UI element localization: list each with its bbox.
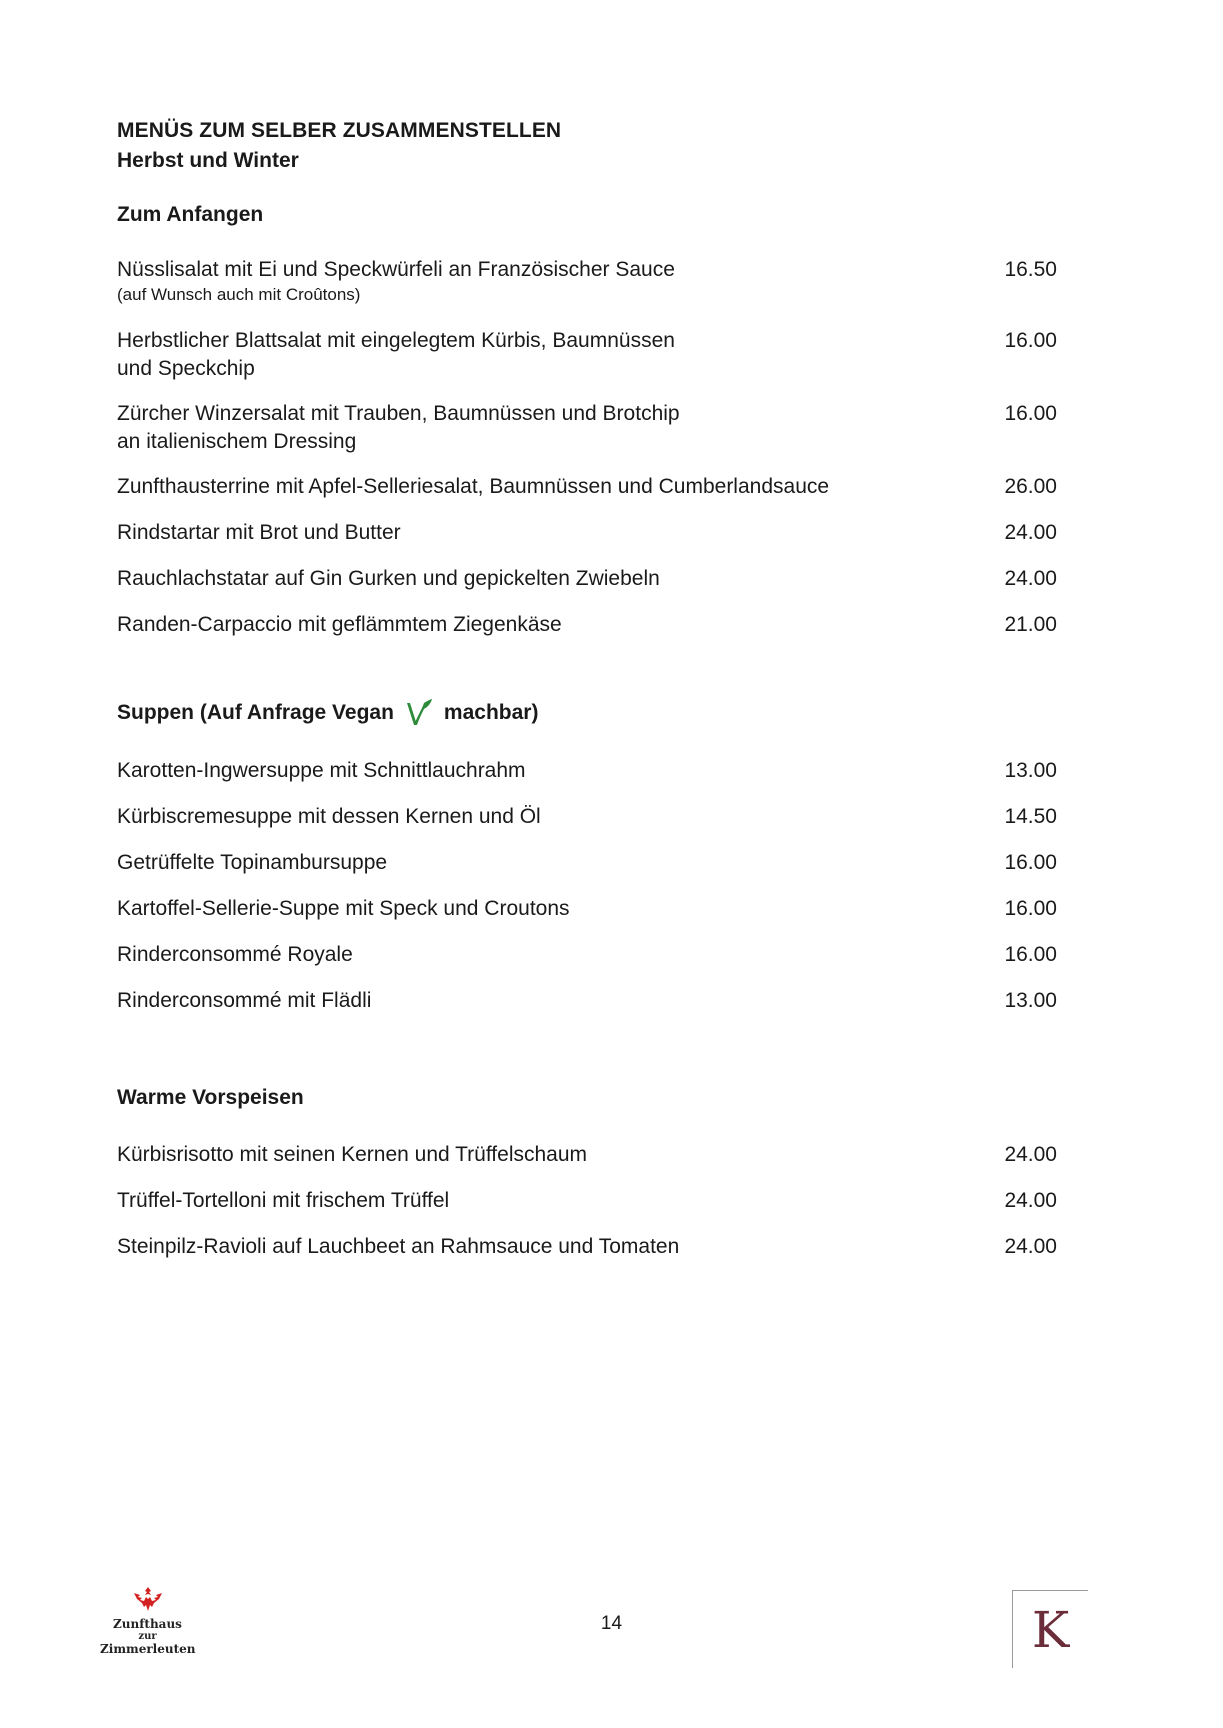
- section-title-suppen: [117, 697, 1057, 729]
- dish-price: 16.50: [1004, 258, 1057, 281]
- dish-price: 13.00: [1004, 989, 1057, 1012]
- dish-name: Rindstartar mit Brot und Butter: [117, 521, 401, 544]
- menu-item: [117, 327, 1057, 400]
- dish-price: 24.00: [1004, 1189, 1057, 1212]
- menu-item: [117, 1187, 1057, 1233]
- dish-name: Kartoffel-Sellerie-Suppe mit Speck und Croutons: [117, 897, 570, 920]
- guild-logo-line3: Zimmerleuten: [100, 1642, 196, 1656]
- menu-item: [117, 256, 1057, 327]
- menu-item: [117, 473, 1057, 519]
- menu-item: [117, 611, 1057, 657]
- dish-name: Karotten-Ingwersuppe mit Schnittlauchrahm: [117, 759, 526, 782]
- dish-price: 16.00: [1004, 897, 1057, 920]
- k-logo-letter: K: [1031, 1600, 1070, 1659]
- page-number: 14: [600, 1613, 623, 1634]
- menu-item: [117, 895, 1057, 941]
- dish-price: 26.00: [1004, 475, 1057, 498]
- dish-name-continued: und Speckchip: [117, 357, 255, 380]
- menu-item: [117, 519, 1057, 565]
- dish-name: Kürbisrisotto mit seinen Kernen und Trüffelschaum: [117, 1143, 588, 1166]
- dish-name: Rauchlachstatar auf Gin Gurken und gepickelten Zwiebeln: [117, 567, 660, 590]
- section-title-suppen-text: Suppen (Auf Anfrage Vegan: [117, 701, 394, 724]
- dish-price: 24.00: [1004, 1143, 1057, 1166]
- dish-price: 14.50: [1004, 805, 1057, 828]
- dish-name: Herbstlicher Blattsalat mit eingelegtem Kürbis, Baumnüssen: [117, 329, 675, 352]
- dish-price: 24.00: [1004, 1235, 1057, 1258]
- section-title-warme-vorspeisen: Warme Vorspeisen: [117, 1086, 304, 1109]
- dish-name: Nüsslisalat mit Ei und Speckwürfeli an Französischer Sauce: [117, 258, 675, 281]
- menu-item: [117, 1141, 1057, 1187]
- dish-price: 24.00: [1004, 567, 1057, 590]
- menu-item: [117, 849, 1057, 895]
- dish-price: 16.00: [1004, 851, 1057, 874]
- menu-item: [117, 941, 1057, 987]
- dish-name: Rinderconsommé mit Flädli: [117, 989, 372, 1012]
- guild-logo-line2: zur: [138, 1631, 157, 1642]
- dish-name: Rinderconsommé Royale: [117, 943, 353, 966]
- dish-name: Steinpilz-Ravioli auf Lauchbeet an Rahmsauce und Tomaten: [117, 1235, 680, 1258]
- dish-price: 24.00: [1004, 521, 1057, 544]
- dish-name: Kürbiscremesuppe mit dessen Kernen und Öl: [117, 805, 541, 828]
- dish-name: Zürcher Winzersalat mit Trauben, Baumnüssen und Brotchip: [117, 402, 680, 425]
- dish-name: Getrüffelte Topinambursuppe: [117, 851, 388, 874]
- eagle-crest-icon: [132, 1585, 164, 1613]
- dish-price: 16.00: [1004, 329, 1057, 352]
- menu-item: [117, 757, 1057, 803]
- guild-logo-line1: Zunfthaus: [113, 1617, 182, 1631]
- dish-price: 16.00: [1004, 402, 1057, 425]
- page-title: MENÜS ZUM SELBER ZUSAMMENSTELLEN: [117, 119, 562, 142]
- menu-item: [117, 987, 1057, 1033]
- menu-item: [117, 1233, 1057, 1279]
- dish-price: 16.00: [1004, 943, 1057, 966]
- dish-name: Zunfthausterrine mit Apfel-Selleriesalat, Baumnüssen und Cumberlandsauce: [117, 475, 830, 498]
- vegan-leaf-icon: [404, 697, 434, 729]
- menu-item: [117, 803, 1057, 849]
- dish-note: (auf Wunsch auch mit Croûtons): [117, 285, 361, 304]
- dish-name: Randen-Carpaccio mit geflämmtem Ziegenkäse: [117, 613, 562, 636]
- section-title-suppen-suffix: machbar): [443, 701, 539, 724]
- k-logo: [1012, 1590, 1088, 1668]
- page-subtitle: Herbst und Winter: [117, 149, 299, 172]
- dish-price: 13.00: [1004, 759, 1057, 782]
- dish-price: 21.00: [1004, 613, 1057, 636]
- menu-content: [117, 116, 1057, 1279]
- menu-item: [117, 400, 1057, 473]
- section-title-zum-anfangen: Zum Anfangen: [117, 203, 264, 226]
- dish-name: Trüffel-Tortelloni mit frischem Trüffel: [117, 1189, 450, 1212]
- menu-item: [117, 565, 1057, 611]
- dish-name-continued: an italienischem Dressing: [117, 430, 357, 453]
